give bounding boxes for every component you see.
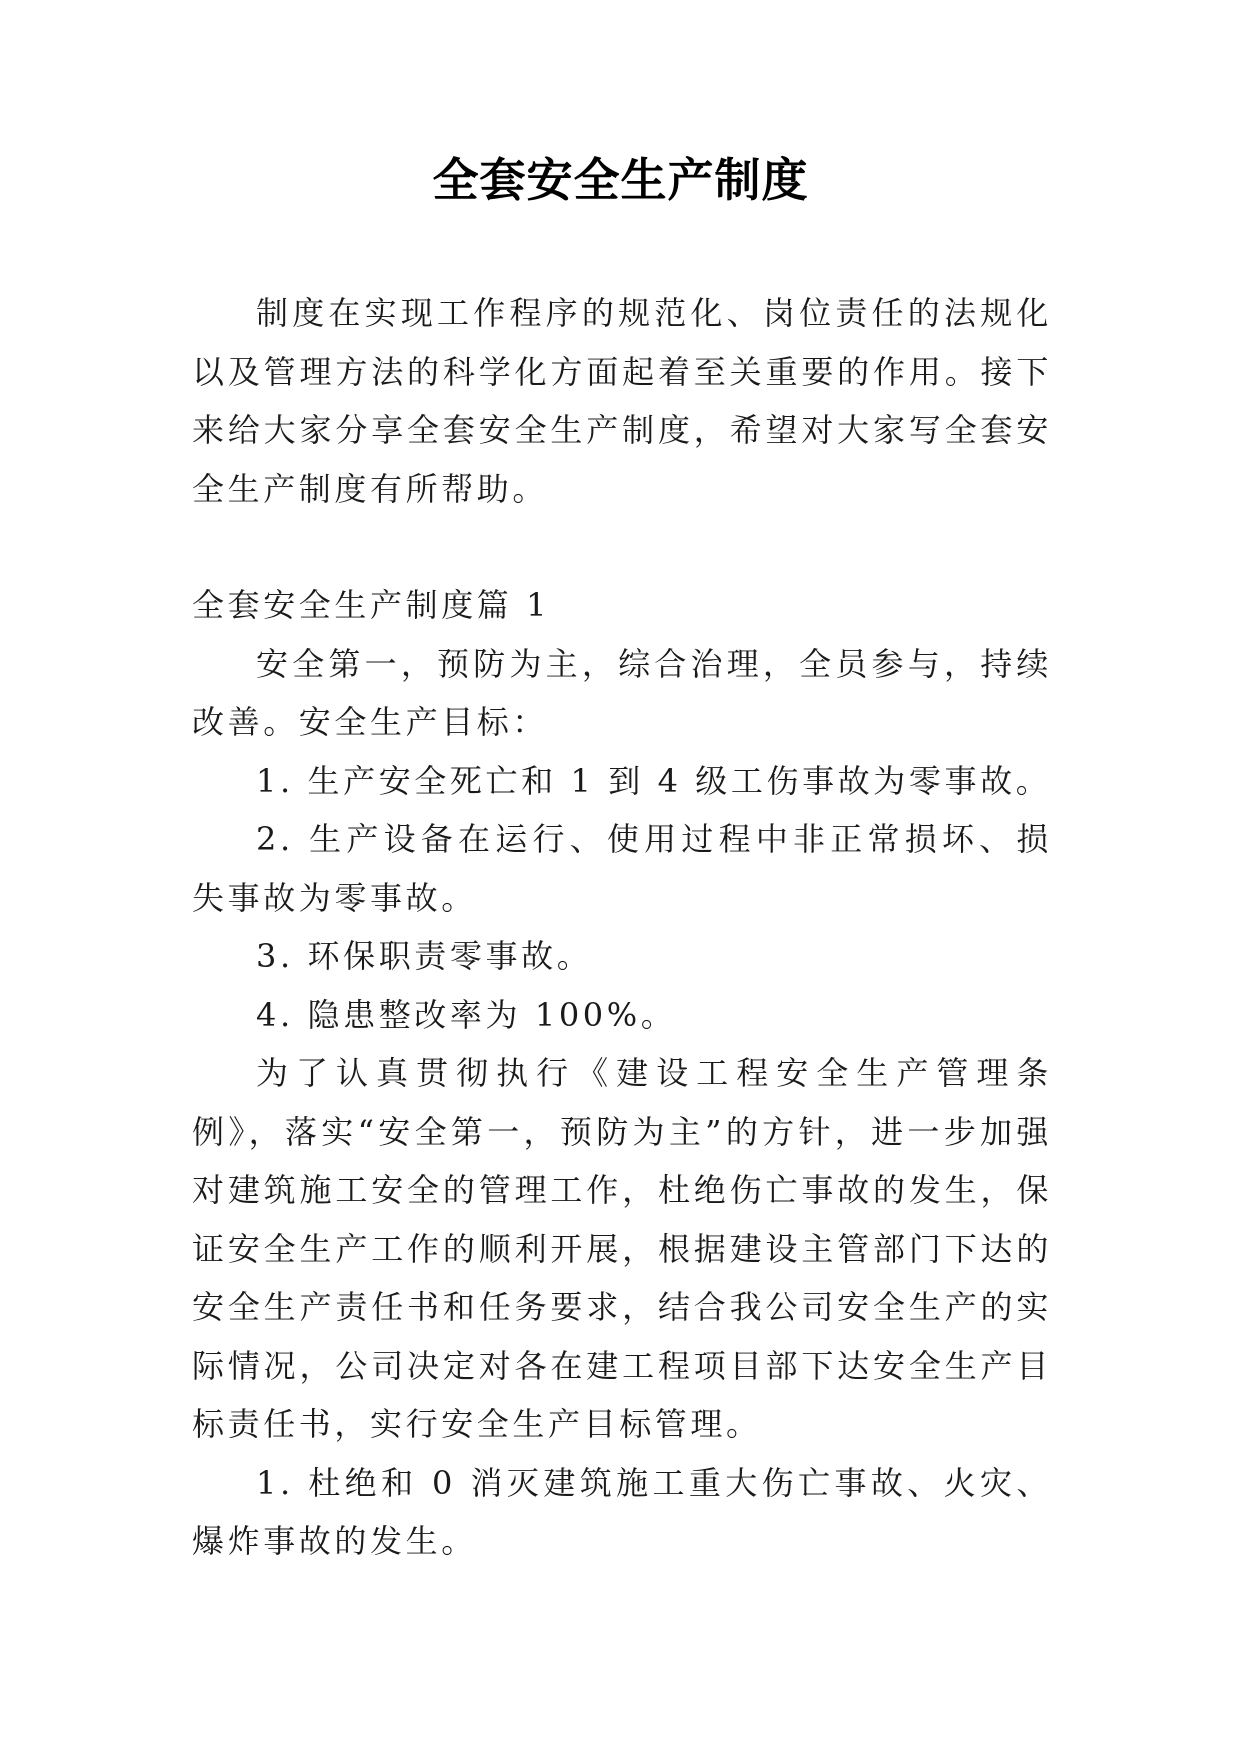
- main-paragraph: 为了认真贯彻执行《建设工程安全生产管理条例》，落实“安全第一，预防为主”的方针，进一步加强对建筑施工安全的管理工作，杜绝伤亡事故的发生，保证安全生产工作的顺利开展，根据建设主管部门下达的安全生产责任书和任务要求，结合我公司安全生产的实际情况，公司决定对各在建工程项目部下达安全生产目标责任书，实行安全生产目标管理。: [192, 1054, 1052, 1443]
- list-item: 1. 杜绝和 0 消灭建筑施工重大伤亡事故、火灾、爆炸事故的发生。: [192, 1463, 1052, 1560]
- goal-item: 2. 生产设备在运行、使用过程中非正常损坏、损失事故为零事故。: [192, 820, 1052, 917]
- document-title: 全套安全生产制度: [432, 153, 809, 207]
- document-body: [192, 284, 1052, 1571]
- intro-paragraph: 制度在实现工作程序的规范化、岗位责任的法规化以及管理方法的科学化方面起着至关重要的作用。接下来给大家分享全套安全生产制度，希望对大家写全套安全生产制度有所帮助。: [192, 294, 1052, 508]
- principle-paragraph: 安全第一，预防为主，综合治理，全员参与，持续改善。安全生产目标：: [192, 644, 1052, 741]
- section-heading: 全套安全生产制度篇 1: [192, 586, 551, 624]
- goal-item: 1. 生产安全死亡和 1 到 4 级工伤事故为零事故。: [256, 761, 1052, 800]
- goal-item: 3. 环保职责零事故。: [256, 937, 593, 975]
- goal-item: 4. 隐患整改率为 100%。: [256, 995, 677, 1034]
